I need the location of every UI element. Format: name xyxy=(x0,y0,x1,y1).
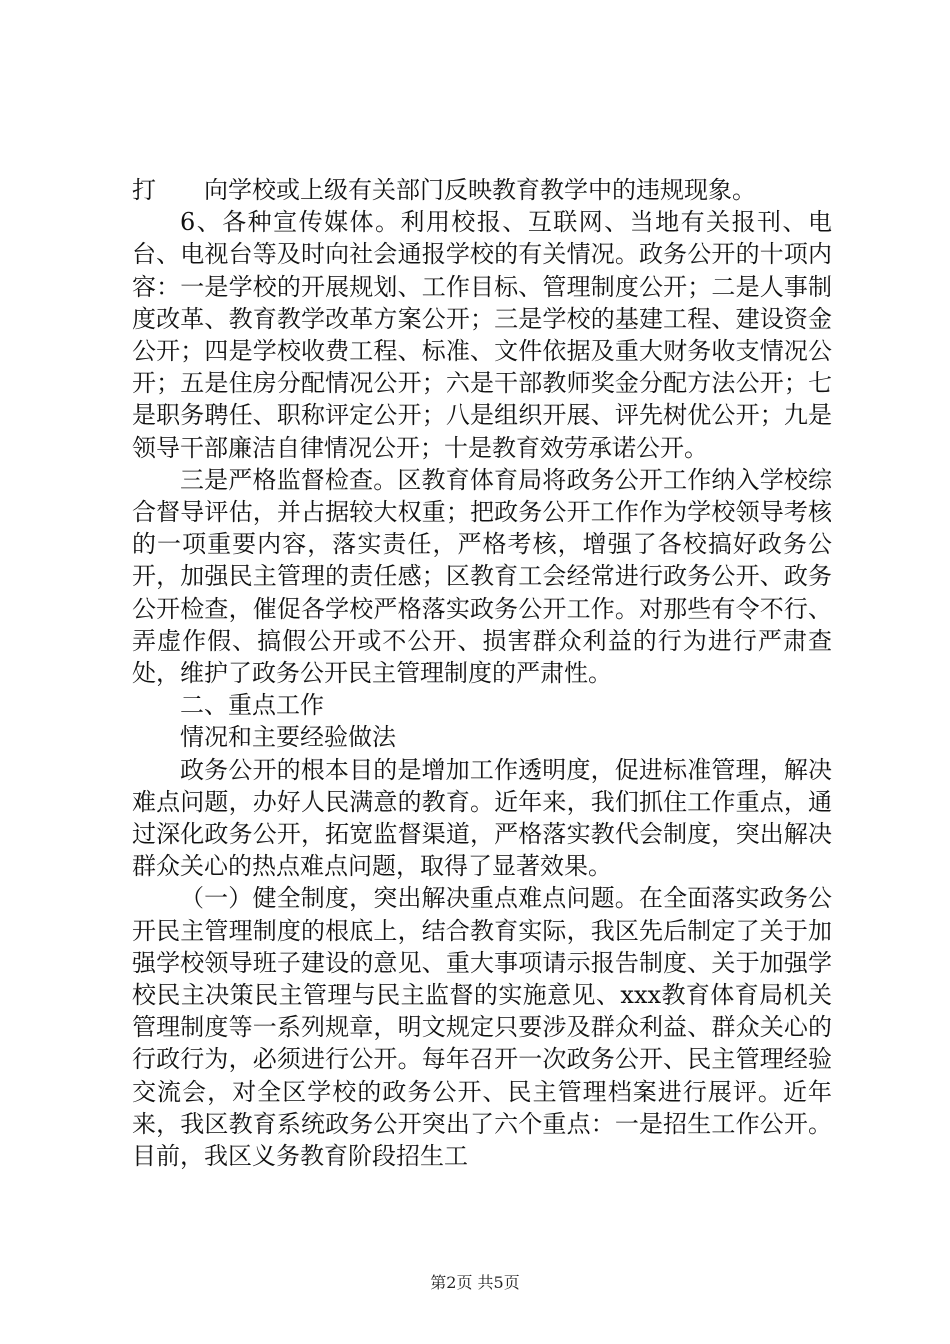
paragraph: （一）健全制度，突出解决重点难点问题。在全面落实政务公开民主管理制度的根底上，结合教育实际，我区先后制定了关于加强学校领导班子建设的意见、重大事项请示报告制度、关于加强学校民主决策民主管理与民主监督的实施意见、xxx教育体育局机关管理制度等一系列规章，明文规定只要涉及群众利益、群众关心的行政行为，必须进行公开。每年召开一次政务公开、民主管理经验交流会，对全区学校的政务公开、民主管理档案进行展评。近年来，我区教育系统政务公开突出了六个重点：一是招生工作公开。目前，我区义务教育阶段招生工 xyxy=(132,884,832,1171)
page-number-footer: 第2页 共5页 xyxy=(430,1273,520,1292)
section-subheading: 情况和主要经验做法 xyxy=(180,723,396,752)
paragraph: 三是严格监督检查。区教育体育局将政务公开工作纳入学校综合督导评估，并占据较大权重；把政务公开工作作为学校领导考核的一项重要内容，落实责任，严格考核，增强了各校搞好政务公开，加强民主管理的责任感；区教育工会经常进行政务公开、政务公开检查，催促各学校严格落实政务公开工作。对那些有令不行、弄虚作假、搞假公开或不公开、损害群众利益的行为进行严肃查处，维护了政务公开民主管理制度的严肃性。 xyxy=(132,465,832,688)
paragraph: 打 向学校或上级有关部门反映教育教学中的违规现象。 xyxy=(132,176,756,204)
paragraph: 政务公开的根本目的是增加工作透明度，促进标准管理，解决难点问题，办好人民满意的教育。近年来，我们抓住工作重点，通过深化政务公开，拓宽监督渠道，严格落实教代会制度，突出解决群众关心的热点难点问题，取得了显著效果。 xyxy=(132,755,832,881)
paragraph: 6、各种宣传媒体。利用校报、互联网、当地有关报刊、电台、电视台等及时向社会通报学校的有关情况。政务公开的十项内容：一是学校的开展规划、工作目标、管理制度公开；二是人事制度改革、教育教学改革方案公开；三是学校的基建工程、建设资金公开；四是学校收费工程、标准、文件依据及重大财务收支情况公开；五是住房分配情况公开；六是干部教师奖金分配方法公开；七是职务聘任、职称评定公开；八是组织开展、评先树优公开；九是领导干部廉洁自律情况公开；十是教育效劳承诺公开。 xyxy=(132,208,832,462)
document-body xyxy=(132,174,832,1172)
section-heading: 二、重点工作 xyxy=(180,691,324,720)
